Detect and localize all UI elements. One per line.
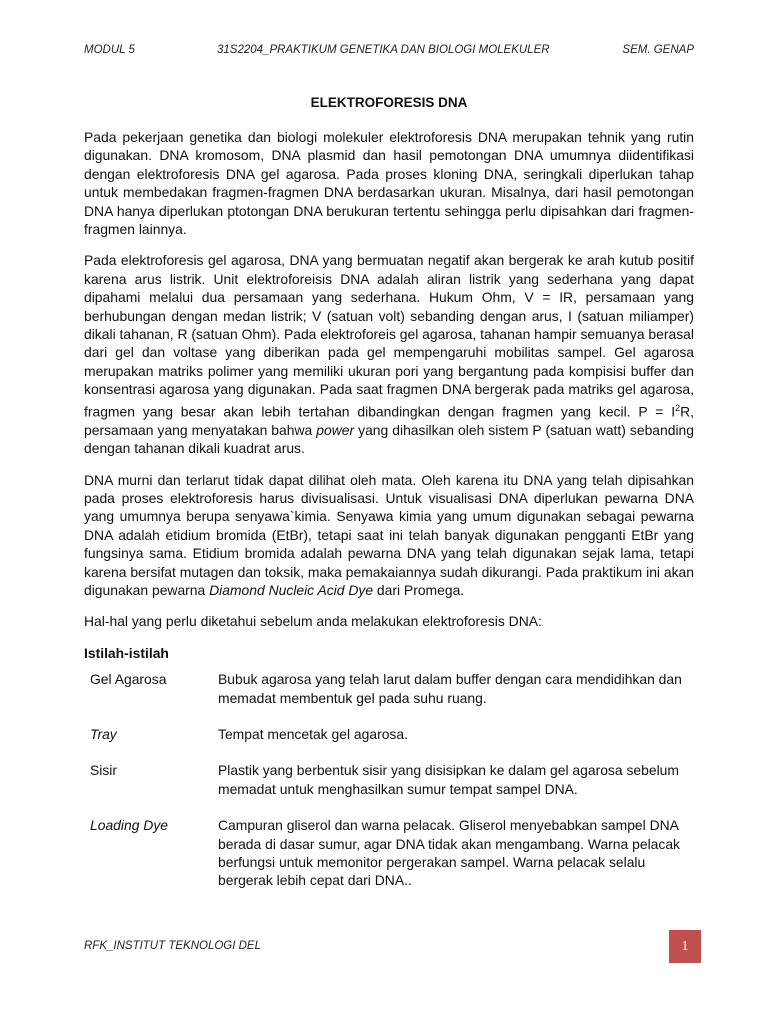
table-row	[90, 816, 690, 908]
header-module: MODUL 5	[84, 44, 135, 56]
emphasis-power: power	[316, 421, 355, 438]
paragraph-gel-agarosa	[84, 251, 694, 457]
paragraph-text: Pada elektroforesis gel agarosa, DNA yang bermuatan negatif akan bergerak ke arah kutub positif karena arus listrik. Unit elektroforeisis DNA adalah aliran listrik yang sederhana yang dapat dipahami melalui dua persamaan yang sederhana. Hukum Ohm, V = IR, persamaan yang berhubungan dengan medan listrik; V (satuan volt) sebanding dengan arus, I (satuan miliamper) dikali tahanan, R (satuan Ohm). Pada elektroforeis gel agarosa, tahanan hampir semuanya berasal dari gel dan voltase yang diberikan pada gel mempengaruhi mobilitas sampel. Gel agarosa merupakan matriks polimer yang memiliki ukuran pori yang bergantung pada kompisisi buffer dan konsentrasi agarosa yang digunakan. Pada saat fragmen DNA bergerak pada matriks gel agarosa, fragmen yang besar akan lebih tertahan dibandingkan dengan fragmen yang kecil. P = I	[84, 252, 694, 420]
paragraph-intro-terms: Hal-hal yang perlu diketahui sebelum anda melakukan elektroforesis DNA:	[84, 613, 542, 630]
terms-heading: Istilah-istilah	[84, 644, 169, 661]
header-course: 31S2204_PRAKTIKUM GENETIKA DAN BIOLOGI MOLEKULER	[217, 44, 550, 56]
term-name: Sisir	[90, 762, 118, 779]
page-number-badge: 1	[669, 930, 701, 963]
term-name: Gel Agarosa	[90, 671, 167, 688]
term-definition: Campuran gliserol dan warna pelacak. Gliserol menyebabkan sampel DNA berada di dasar sumur, agar DNA tidak akan mengambang. Warna pelacak berfungsi untuk memonitor pergerakan sampel. Warna pelacak selalu bergerak lebih cepat dari DNA..	[218, 817, 680, 889]
paragraph-text: DNA murni dan terlarut tidak dapat dilihat oleh mata. Oleh karena itu DNA yang telah dipisahkan pada proses elektroforesis harus divisualisasi. Untuk visualisasi DNA diperlukan pewarna DNA yang umumnya berupa senyawa`kimia. Senyawa kimia yang umum digunakan sebagai pewarna DNA adalah etidium bromida (EtBr), tetapi saat ini telah banyak digunakan pengganti EtBr yang fungsinya sama. Etidium bromida adalah pewarna DNA yang telah digunakan sejak lama, tetapi karena bersifat mutagen dan toksik, maka pemakaiannya sudah dikurangi. Pada praktikum ini akan digunakan pewarna	[84, 471, 694, 598]
superscript: 2	[675, 402, 681, 413]
term-definition: Plastik yang berbentuk sisir yang disisipkan ke dalam gel agarosa sebelum memadat untuk menghasilkan sumur tempat sampel DNA.	[218, 762, 679, 797]
paragraph-intro: Pada pekerjaan genetika dan biologi molekuler elektroforesis DNA merupakan tehnik yang rutin digunakan. DNA kromosom, DNA plasmid dan hasil pemotongan DNA umumnya diidentifikasi dengan elektroforesis DNA gel agarosa. Pada proses kloning DNA, seringkali diperlukan tahap untuk membedakan fragmen-fragmen DNA berdasarkan ukuran. Misalnya, dari hasil pemotongan DNA hanya diperlukan ptotongan DNA berukuran tertentu sehingga perlu dipisahkan dari fragmen-fragmen lainnya.	[84, 129, 694, 238]
page-header	[84, 44, 694, 60]
emphasis-dye-name: Diamond Nucleic Acid Dye	[209, 581, 374, 598]
paragraph-text: R, persamaan yang menyatakan bahwa	[84, 403, 694, 438]
term-definition: Tempat mencetak gel agarosa.	[218, 726, 408, 742]
header-semester: SEM. GENAP	[622, 44, 694, 56]
table-row	[90, 761, 690, 816]
paragraph-text: dari Promega.	[376, 581, 465, 598]
table-row	[90, 670, 690, 725]
term-name: Tray	[90, 726, 117, 742]
paragraph-visualisasi	[84, 471, 694, 600]
term-name: Loading Dye	[90, 817, 168, 834]
document-title: ELEKTROFORESIS DNA	[310, 95, 468, 110]
term-definition: Bubuk agarosa yang telah larut dalam buffer dengan cara mendidihkan dan memadat membentuk gel pada suhu ruang.	[218, 671, 682, 706]
footer-institution: RFK_INSTITUT TEKNOLOGI DEL	[84, 940, 261, 952]
terms-table	[90, 670, 690, 908]
document-body	[84, 128, 694, 908]
table-row	[90, 725, 690, 761]
paragraph-text: yang dihasilkan oleh sistem P (satuan watt) sebanding dengan tahanan dikali kuadrat arus.	[84, 421, 695, 457]
